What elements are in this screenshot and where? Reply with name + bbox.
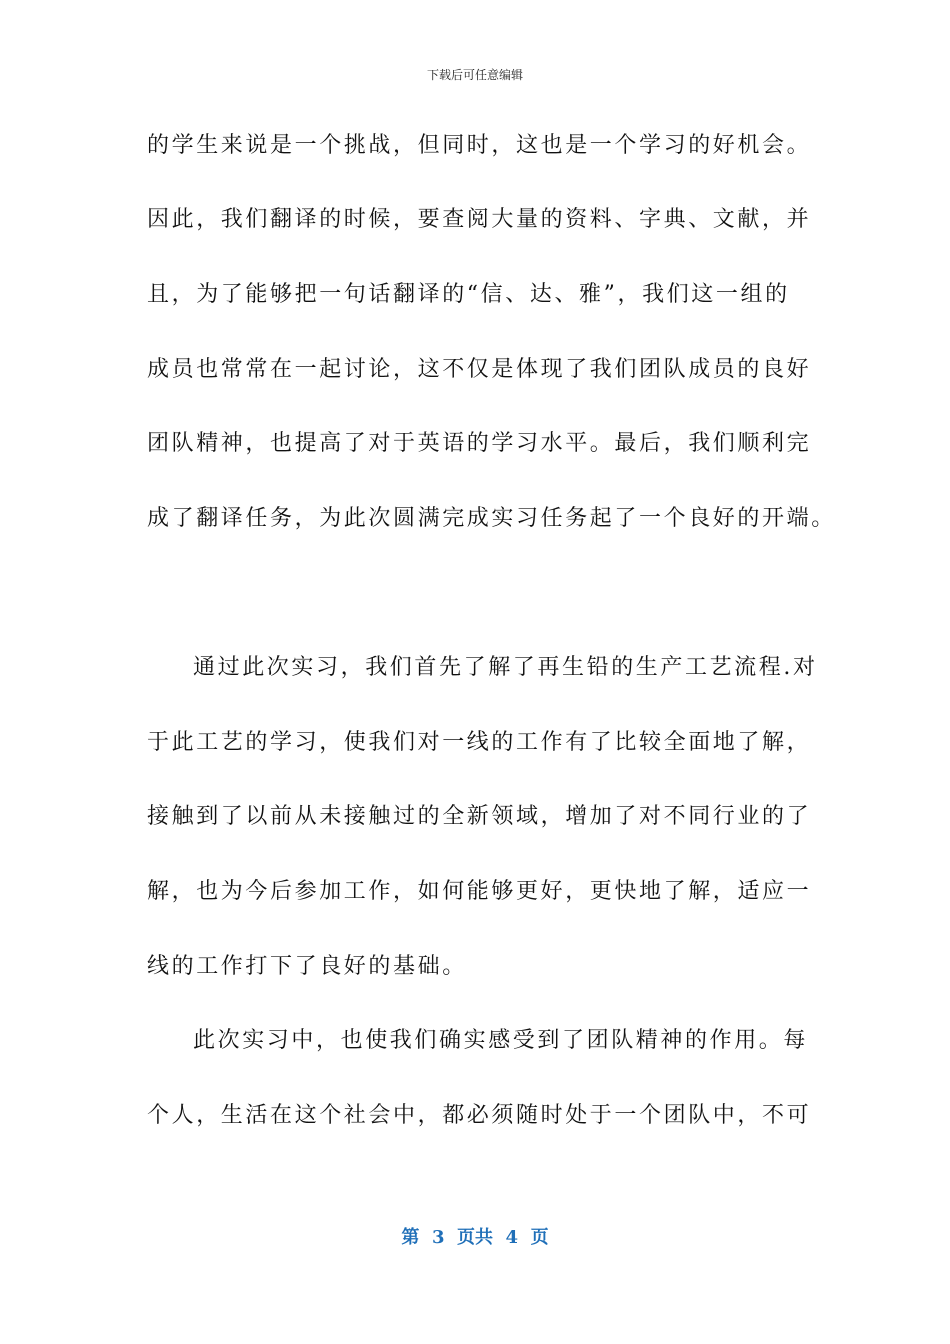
text-line: 因此，我们翻译的时候，要查阅大量的资料、字典、文献，并 bbox=[147, 207, 812, 232]
paragraph-first-line: 此次实习中，也使我们确实感受到了团队精神的作用。每 bbox=[193, 1028, 809, 1053]
text-line: 于此工艺的学习，使我们对一线的工作有了比较全面地了解， bbox=[147, 730, 812, 755]
text-line: 解，也为今后参加工作，如何能够更好，更快地了解，适应一 bbox=[147, 879, 812, 904]
text-line: 接触到了以前从未接触过的全新领域，增加了对不同行业的了 bbox=[147, 804, 812, 829]
paragraph-first-line: 通过此次实习，我们首先了解了再生铅的生产工艺流程.对 bbox=[193, 655, 818, 680]
text-line: 线的工作打下了良好的基础。 bbox=[147, 954, 467, 979]
text-line: 成员也常常在一起讨论，这不仅是体现了我们团队成员的良好 bbox=[147, 357, 812, 382]
text-line: 团队精神，也提高了对于英语的学习水平。最后，我们顺利完 bbox=[147, 431, 812, 456]
page-header-note: 下载后可任意编辑 bbox=[426, 68, 523, 82]
text-line: 且，为了能够把一句话翻译的“信、达、雅”，我们这一组的 bbox=[147, 282, 790, 307]
text-line: 成了翻译任务，为此次圆满完成实习任务起了一个良好的开端。 bbox=[147, 506, 836, 531]
text-line: 的学生来说是一个挑战，但同时，这也是一个学习的好机会。 bbox=[147, 133, 812, 158]
page-number-footer: 第 3 页共 4 页 bbox=[401, 1227, 549, 1248]
text-line: 个人，生活在这个社会中，都必须随时处于一个团队中，不可 bbox=[147, 1103, 812, 1128]
